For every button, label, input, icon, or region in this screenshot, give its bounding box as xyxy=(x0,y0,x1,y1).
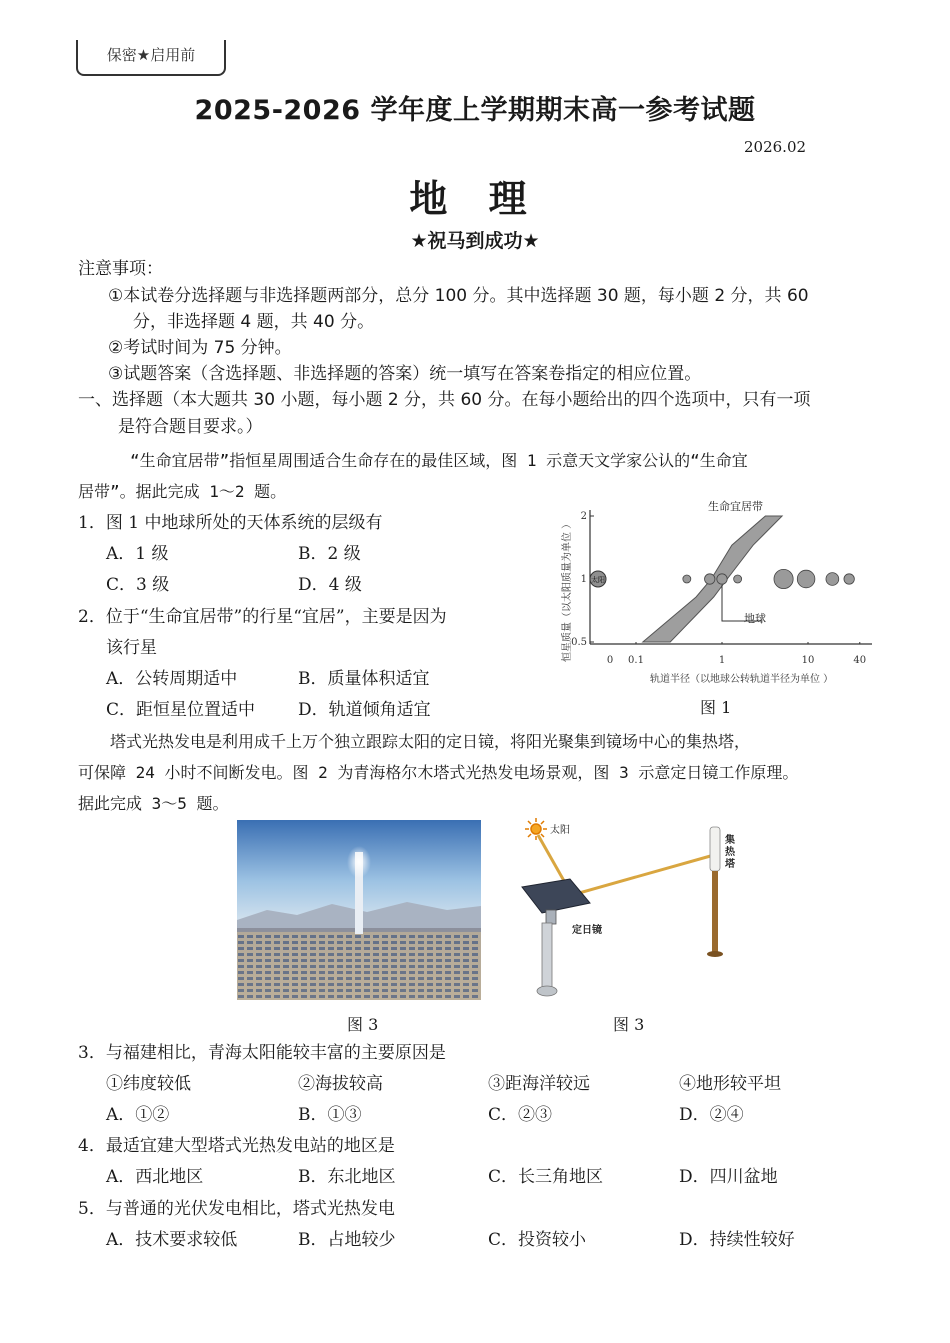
heliostat-post xyxy=(542,923,552,987)
question-1-option-d: D．4 级 xyxy=(298,575,362,595)
question-3-statement-1: ①纬度较低 xyxy=(106,1074,191,1094)
habitable-band-label: 生命宜居带 xyxy=(708,500,763,513)
planet-point-1 xyxy=(683,575,691,583)
section-heading-cont: 是符合题目要求。） xyxy=(118,417,263,437)
question-4-stem: 4．最适宜建大型塔式光热发电站的地区是 xyxy=(78,1136,395,1156)
x-axis-label: 轨道半径（以地球公转轨道半径为单位 ） xyxy=(650,674,834,685)
planet-point-6 xyxy=(797,570,815,588)
passage-1-line-1: “生命宜居带”指恒星周围适合生命存在的最佳区域，图 1 示意天文学家公认的“生命宜 xyxy=(130,451,748,470)
sun-icon xyxy=(525,818,547,840)
x-tick-label-2: 10 xyxy=(801,655,815,666)
question-4-option-d: D．四川盆地 xyxy=(679,1167,778,1187)
planet-point-4 xyxy=(734,575,742,583)
question-3-option-c: C．②③ xyxy=(488,1105,553,1125)
question-2-option-d: D．轨道倾角适宜 xyxy=(298,700,431,720)
question-2-stem: 2．位于“生命宜居带”的行星“宜居”，主要是因为 xyxy=(78,607,447,627)
planet-point-8 xyxy=(844,574,854,584)
question-4-option-a: A．西北地区 xyxy=(106,1167,204,1187)
exam-date: 2026.02 xyxy=(744,138,807,156)
reflected-ray xyxy=(572,855,714,895)
question-4-option-c: C．长三角地区 xyxy=(488,1167,604,1187)
figure-2-solar-plant-photo xyxy=(237,820,481,1000)
question-5-option-d: D．持续性较好 xyxy=(679,1230,795,1250)
tower-label xyxy=(724,833,738,870)
earth-label: 地球 xyxy=(744,612,766,625)
question-1-option-a: A．1 级 xyxy=(106,544,169,564)
heliostat-label: 定日镜 xyxy=(572,925,602,936)
planet-point-2 xyxy=(705,574,715,584)
passage-2-line-2: 可保障 24 小时不间断发电。图 2 为青海格尔木塔式光热发电场景观，图 3 示意定日镜工作原理。 xyxy=(78,763,799,782)
section-heading: 一、选择题（本大题共 30 小题，每小题 2 分，共 60 分。在每小题给出的四个选项中，只有一项 xyxy=(78,390,811,410)
question-3-option-d: D．②④ xyxy=(679,1105,744,1125)
figure-1-habitable-zone-chart xyxy=(550,492,880,697)
question-1-option-b: B．2 级 xyxy=(298,544,361,564)
tower-base xyxy=(707,951,723,957)
question-3-option-a: A．①② xyxy=(106,1105,170,1125)
tower-shaft xyxy=(712,871,718,953)
x-tick-label-1: 1 xyxy=(718,655,726,666)
y-tick-label-2: 0.5 xyxy=(571,637,587,648)
planet-point-7 xyxy=(826,573,839,586)
subject-title: 地 理 xyxy=(409,177,541,221)
tower-label-char-2: 热 xyxy=(725,847,735,858)
sun-marker-label: 太阳 xyxy=(591,576,605,584)
exam-title: 2025-2026 学年度上学期期末高一参考试题 xyxy=(194,95,756,126)
photo-heliostat-field xyxy=(237,932,481,1000)
x-tick-label-0: 0.1 xyxy=(628,655,644,666)
question-2-stem-cont: 该行星 xyxy=(106,638,157,658)
x-tick-label-3: 40 xyxy=(853,655,867,666)
question-5-option-b: B．占地较少 xyxy=(298,1230,396,1250)
notes-item-1-cont: 分，非选择题 4 题，共 40 分。 xyxy=(133,312,375,332)
sun-label: 太阳 xyxy=(550,825,570,836)
tower-label-char-1: 集 xyxy=(725,835,735,846)
question-3-statement-3: ③距海洋较远 xyxy=(488,1074,590,1094)
x-zero-label: 0 xyxy=(606,655,614,666)
passage-1-line-2: 居带”。据此完成 1～2 题。 xyxy=(78,482,287,501)
notes-title: 注意事项： xyxy=(78,259,163,279)
heliostat-mirror xyxy=(522,879,590,913)
question-3-statement-2: ②海拔较高 xyxy=(298,1074,383,1094)
y-tick-label-0: 2 xyxy=(580,511,587,522)
notes-item-1: ①本试卷分选择题与非选择题两部分，总分 100 分。其中选择题 30 题，每小题 2 分，共 60 xyxy=(108,286,809,306)
question-1-option-c: C．3 级 xyxy=(106,575,170,595)
question-5-option-a: A．技术要求较低 xyxy=(106,1230,238,1250)
question-1-stem: 1．图 1 中地球所处的天体系统的层级有 xyxy=(78,513,383,533)
heliostat-base xyxy=(537,986,557,996)
planet-point-3 xyxy=(717,574,727,584)
notes-item-2: ②考试时间为 75 分钟。 xyxy=(108,338,292,358)
figure-1-caption: 图 1 xyxy=(700,698,732,717)
confidential-tab: 保密★启用前 xyxy=(76,40,226,76)
planet-point-5 xyxy=(774,569,793,588)
question-2-option-a: A．公转周期适中 xyxy=(106,669,238,689)
figure-3-caption: 图 3 xyxy=(613,1015,645,1034)
passage-2-line-1: 塔式光热发电是利用成千上万个独立跟踪太阳的定日镜，将阳光聚集到镜场中心的集热塔， xyxy=(110,732,751,751)
question-2-option-b: B．质量体积适宜 xyxy=(298,669,430,689)
question-3-option-b: B．①③ xyxy=(298,1105,362,1125)
passage-2-line-3: 据此完成 3～5 题。 xyxy=(78,794,229,813)
y-axis-label: 恒星质量（以太阳质量为单位 ） xyxy=(562,518,573,662)
tower-label-char-3: 塔 xyxy=(725,859,735,870)
notes-item-3: ③试题答案（含选择题、非选择题的答案）统一填写在答案卷指定的相应位置。 xyxy=(108,364,702,384)
mirror-bracket xyxy=(546,910,556,924)
question-2-option-c: C．距恒星位置适中 xyxy=(106,700,256,720)
figure-3-heliostat-diagram xyxy=(512,815,752,1005)
y-tick-label-1: 1 xyxy=(580,574,587,585)
photo-tower-glow xyxy=(347,846,371,878)
question-4-option-b: B．东北地区 xyxy=(298,1167,396,1187)
blessing-line: ★祝马到成功★ xyxy=(410,230,540,252)
figure-2-caption: 图 3 xyxy=(347,1015,379,1034)
tower-top xyxy=(710,827,720,871)
question-5-option-c: C．投资较小 xyxy=(488,1230,587,1250)
question-3-stem: 3．与福建相比，青海太阳能较丰富的主要原因是 xyxy=(78,1043,446,1063)
question-3-statement-4: ④地形较平坦 xyxy=(679,1074,781,1094)
question-5-stem: 5．与普通的光伏发电相比，塔式光热发电 xyxy=(78,1199,395,1219)
